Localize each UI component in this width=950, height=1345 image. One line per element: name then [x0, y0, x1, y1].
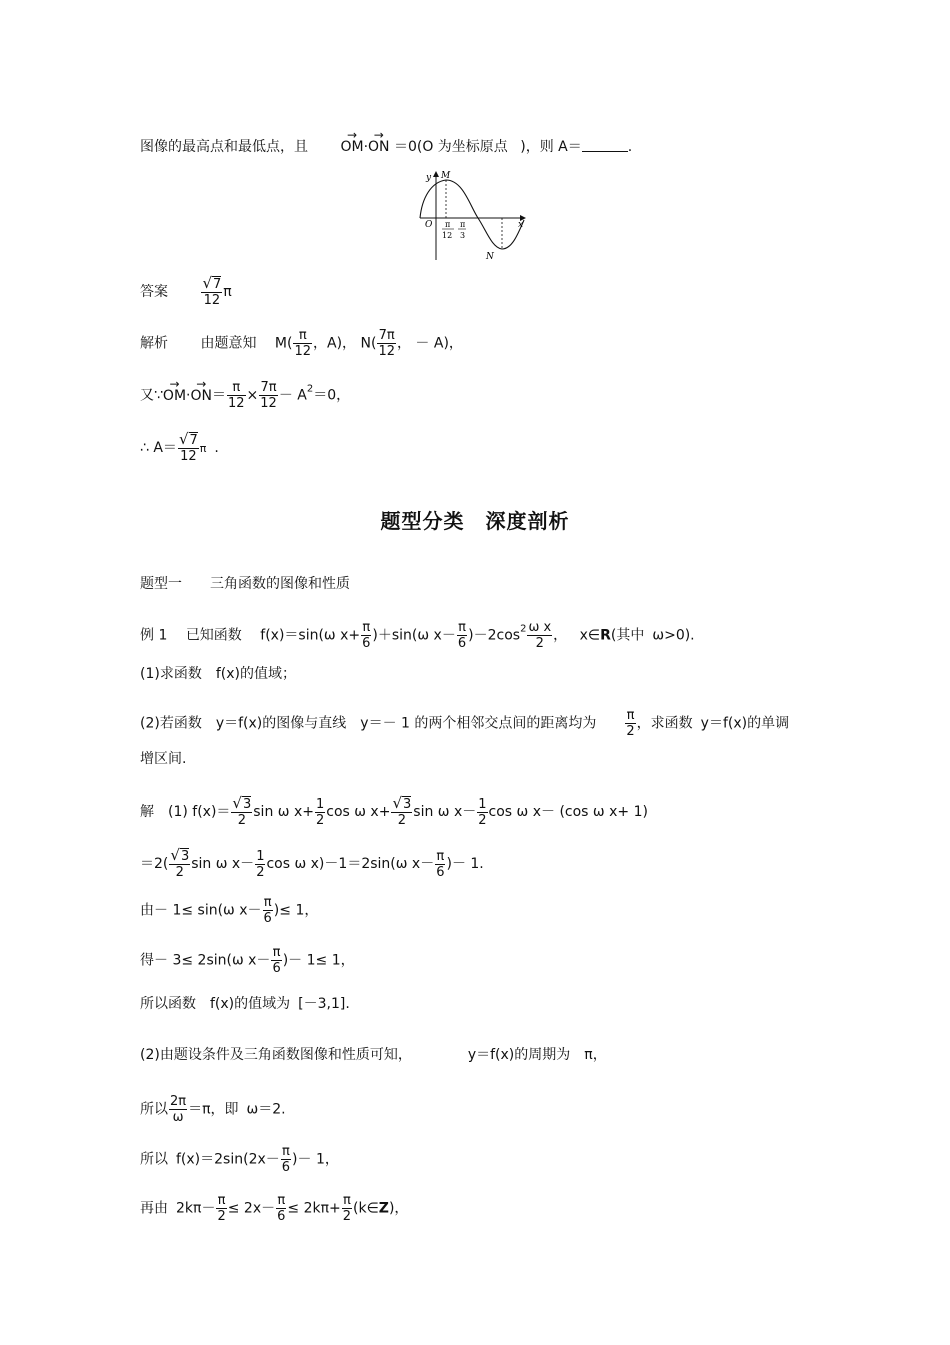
- answer-radicand: 7: [213, 277, 222, 292]
- minus-a: － A: [278, 387, 307, 404]
- therefore-end: .: [214, 440, 219, 456]
- frac-pi-2: $\frac{\pi}{2}$: [626, 708, 635, 739]
- example-label: 例 1: [140, 627, 168, 644]
- set-r: R: [600, 627, 611, 644]
- frac-pi-12: $\frac{\pi}{12}$: [294, 328, 311, 359]
- solution-7: [140, 1094, 286, 1125]
- tick-pi-12-den: 12: [442, 231, 453, 240]
- frac-1-2-a: $\frac{1}{2}$: [315, 796, 325, 828]
- analysis-label: 解析: [140, 335, 168, 352]
- expr-comma: ，: [553, 627, 568, 644]
- answer-denominator: 12: [203, 293, 221, 308]
- sol3-b: )≤ 1，: [273, 902, 319, 919]
- sol5-b: f(x)的值域为: [210, 996, 291, 1012]
- problem-text-c: )，则 A＝: [520, 139, 582, 155]
- expr-3: )－2cos: [468, 627, 521, 644]
- solution-1: [140, 796, 648, 828]
- therefore-fraction: $\frac{√7}{12}$: [178, 430, 198, 464]
- set-z: Z: [378, 1200, 389, 1217]
- q2-f: 增区间.: [140, 751, 187, 767]
- therefore-pi: π: [199, 442, 207, 455]
- sol7-c: ω＝2.: [246, 1101, 286, 1118]
- sol1-cos2: cos ω x－ (cos ω x+ 1): [488, 804, 648, 820]
- type-name: 三角函数的图像和性质: [210, 576, 350, 592]
- frac-pi-6-e: $\frac{\pi}{6}$: [272, 945, 281, 976]
- times: ×: [246, 387, 259, 404]
- sol8-c: )－ 1，: [292, 1151, 339, 1168]
- q2-e: y＝f(x)的单调: [700, 715, 790, 732]
- problem-line: [140, 138, 632, 156]
- frac-sqrt3-2-b: $\frac{√3}{2}$: [392, 794, 412, 828]
- frac-1-2-b: $\frac{1}{2}$: [478, 796, 487, 828]
- frac-pi-12-b: $\frac{\pi}{12}$: [227, 380, 245, 411]
- frac-2pi-omega: $\frac{2\pi}{\omega}$: [170, 1094, 187, 1125]
- tick-pi-12-num: π: [445, 220, 451, 229]
- o-label: O: [425, 220, 433, 230]
- y-label: y: [426, 173, 432, 183]
- sol9-b: 2kπ－: [176, 1200, 216, 1217]
- sol5-a: 所以函数: [140, 996, 196, 1012]
- answer-line: [140, 276, 232, 308]
- also-text: 又∵: [140, 387, 163, 404]
- also-line: [140, 380, 350, 411]
- sol9-f: )，: [388, 1200, 409, 1217]
- square: 2: [306, 383, 314, 395]
- frac-sqrt3-2-c: $\frac{√3}{2}$: [170, 846, 190, 880]
- question-1: [140, 665, 296, 683]
- sine-graph: [416, 168, 534, 264]
- sol8-a: 所以: [140, 1151, 168, 1168]
- point-n-open: N(: [360, 335, 377, 352]
- dot-operator-2: ·: [186, 387, 191, 404]
- q2-a: (2)若函数: [140, 715, 202, 732]
- analysis-line: [140, 328, 463, 359]
- frac-pi-6-f: $\frac{\pi}{6}$: [281, 1144, 291, 1175]
- sol1-cos: cos ω x+: [326, 804, 391, 820]
- sol5-c: [－3,1].: [298, 996, 350, 1012]
- expr-omega: ω>0).: [652, 627, 695, 644]
- tick-pi-3-den: 3: [460, 231, 466, 240]
- answer-fraction: $\frac{√7}{12}$: [202, 274, 222, 308]
- sol8-b: f(x)＝2sin(2x－: [176, 1151, 280, 1168]
- square-b: 2: [520, 623, 527, 635]
- expr-in: x∈: [579, 627, 601, 644]
- sol6-b: y＝f(x)的周期为: [467, 1047, 571, 1063]
- sol2-d: －1＝2sin(ω x－: [324, 856, 435, 872]
- sol9-e: (k∈: [353, 1200, 379, 1217]
- question-2: [140, 708, 789, 739]
- frac-1-2-c: $\frac{1}{2}$: [256, 848, 265, 880]
- equals: ＝: [211, 387, 226, 404]
- example-text: 已知函数: [185, 627, 242, 644]
- sol1-sin: sin ω x+: [253, 804, 314, 820]
- q1-b: f(x)的值域；: [215, 666, 296, 682]
- vector-on: → ON: [368, 138, 390, 156]
- sol2-e: )－ 1.: [446, 856, 484, 872]
- analysis-text: 由题意知: [200, 335, 257, 352]
- therefore-text: ∴ A＝: [140, 440, 177, 456]
- solution-6: [140, 1046, 607, 1064]
- solution-3: [140, 895, 318, 926]
- frac-sqrt3-2-a: $\frac{√3}{2}$: [232, 794, 252, 828]
- x-label: x: [518, 220, 524, 230]
- solution-4: [140, 945, 355, 976]
- sol9-a: 再由: [140, 1200, 168, 1217]
- q2-b: y＝f(x)的图像与直线: [215, 715, 347, 732]
- frac-pi-2-c: $\frac{\pi}{2}$: [342, 1193, 352, 1224]
- answer-label: 答案: [140, 284, 168, 300]
- vector-om: → OM: [340, 138, 363, 156]
- sol9-c: ≤ 2x－: [227, 1200, 276, 1217]
- sol6-c: π，: [584, 1047, 607, 1063]
- frac-pi-6-b: $\frac{\pi}{6}$: [457, 620, 467, 651]
- vector-on-2: → ON: [190, 387, 212, 405]
- sol2-b: sin ω x－: [191, 856, 255, 872]
- point-m-close: ，A)，: [313, 335, 357, 352]
- problem-period: .: [627, 139, 633, 155]
- n-label: N: [486, 252, 494, 262]
- problem-text-b: ＝0(O 为坐标原点: [393, 139, 508, 155]
- type-title: [140, 575, 350, 593]
- sol7-b: ＝π，即: [188, 1101, 239, 1118]
- q2-c: y＝－ 1 的两个相邻交点间的距离均为: [360, 715, 597, 732]
- expr-where: (其中: [610, 627, 645, 644]
- y-axis-arrow: [433, 171, 439, 177]
- frac-7pi-12: $\frac{7\pi}{12}$: [378, 328, 395, 359]
- frac-pi-6-a: $\frac{\pi}{6}$: [362, 620, 371, 651]
- example-line: [140, 620, 695, 651]
- frac-7pi-12-b: $\frac{7\pi}{12}$: [260, 380, 277, 411]
- frac-pi-6-g: $\frac{\pi}{6}$: [277, 1193, 286, 1224]
- answer-blank: [582, 139, 628, 152]
- solution-2: [140, 848, 484, 880]
- point-m-open: M(: [274, 335, 293, 352]
- solution-8: [140, 1144, 339, 1175]
- q1-a: (1)求函数: [140, 666, 202, 682]
- question-2-cont: [140, 750, 186, 768]
- vector-om-2: → OM: [163, 387, 186, 405]
- sol3-a: 由－ 1≤ sin(ω x－: [140, 902, 262, 919]
- point-n-close: ， － A)，: [396, 335, 463, 352]
- expr-1: f(x)＝sin(ω x+: [260, 627, 361, 644]
- answer-pi: π: [223, 284, 232, 300]
- solution-label: 解: [140, 804, 154, 820]
- sol1-sin2: sin ω x－: [413, 804, 477, 820]
- sol4-b: )－ 1≤ 1，: [282, 952, 355, 969]
- sol7-a: 所以: [140, 1101, 168, 1118]
- type-number: 题型一: [140, 576, 182, 592]
- m-label: M: [441, 171, 451, 181]
- therefore-line: [140, 432, 219, 464]
- also-end: ＝0，: [313, 387, 351, 404]
- sol2-c: cos ω x): [266, 856, 325, 872]
- solution-5: [140, 995, 350, 1013]
- problem-text: 图像的最高点和最低点，且: [140, 139, 308, 155]
- frac-wx-2: $\frac{\text{ω x}}{2}$: [528, 620, 552, 651]
- sol4-a: 得－ 3≤ 2sin(ω x－: [140, 952, 271, 969]
- tick-pi-3-num: π: [460, 220, 466, 229]
- frac-pi-6-d: $\frac{\pi}{6}$: [263, 895, 272, 926]
- q2-d: ，求函数: [636, 715, 693, 732]
- dot-operator: ·: [363, 139, 369, 155]
- sol1-a: (1) f(x)＝: [168, 804, 231, 820]
- frac-pi-6-c: $\frac{\pi}{6}$: [436, 848, 445, 880]
- solution-9: [140, 1193, 408, 1224]
- sol2-a: ＝2(: [140, 856, 169, 872]
- expr-2: )＋sin(ω x－: [372, 627, 456, 644]
- section-heading: 题型分类 深度剖析: [380, 509, 570, 533]
- frac-pi-2-b: $\frac{\pi}{2}$: [217, 1193, 226, 1224]
- sol6-a: (2)由题设条件及三角函数图像和性质可知，: [140, 1047, 412, 1063]
- sol9-d: ≤ 2kπ+: [287, 1200, 341, 1217]
